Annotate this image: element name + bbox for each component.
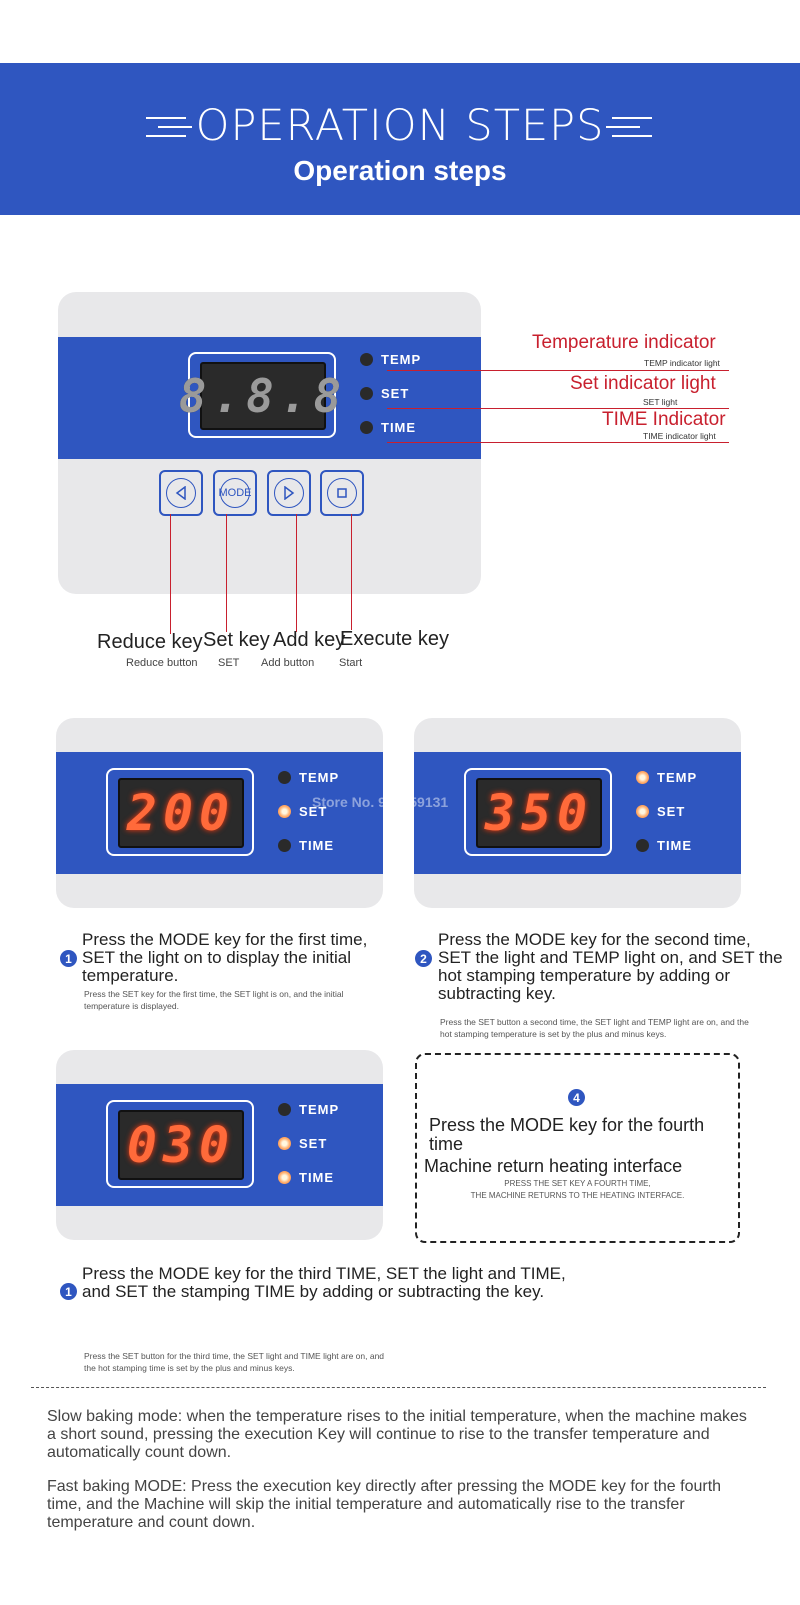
step2-set-indicator: SET: [636, 804, 685, 819]
set-led-icon: [360, 387, 373, 400]
step2-number-badge: 2: [415, 950, 432, 967]
store-watermark: Store No. 910459131: [312, 794, 449, 810]
callout-temp-title: Temperature indicator: [532, 332, 716, 353]
page-subtitle: Operation steps: [293, 155, 507, 186]
callout-time-line: [387, 442, 729, 443]
right-triangle-icon: [282, 486, 296, 500]
set-led-icon: [278, 805, 291, 818]
step3-temp-indicator: TEMP: [278, 1102, 339, 1117]
mode-key-button[interactable]: [213, 470, 257, 516]
execute-key-line: [351, 514, 352, 630]
add-key-label: Add key: [273, 629, 346, 651]
main-display: 8.8.8: [200, 362, 326, 430]
step4-line1: Press the MODE key for the fourth time: [429, 1115, 705, 1154]
callout-time-title: TIME Indicator: [602, 409, 726, 430]
callout-temp-sub: TEMP indicator light: [644, 358, 720, 368]
step2-temp-indicator: TEMP: [636, 770, 697, 785]
add-key-line: [296, 514, 297, 632]
set-led-icon: [278, 1137, 291, 1150]
set-led-icon: [636, 805, 649, 818]
reduce-key-button[interactable]: [159, 470, 203, 516]
step3-note: Press the SET button for the third time, the SET light and TIME light are on, and the hot stamping time is set by the plus and minus keys.: [84, 1351, 385, 1373]
step4-note2: THE MACHINE RETURNS TO THE HEATING INTERFACE.: [470, 1191, 685, 1200]
time-led-icon: [278, 1171, 291, 1184]
set-key-sub: SET: [218, 657, 240, 669]
callout-set-title: Set indicator light: [570, 373, 716, 394]
step4-box: [415, 1053, 740, 1243]
step3-time-indicator: TIME: [278, 1170, 334, 1185]
set-key-line: [226, 514, 227, 632]
callout-temp-line: [387, 370, 729, 371]
temp-led-icon: [636, 771, 649, 784]
temp-led-icon: [278, 771, 291, 784]
step1-temp-indicator: TEMP: [278, 770, 339, 785]
step4-number-badge: 4: [568, 1089, 585, 1106]
step1-description: Press the MODE key for the first time, SET the light on to display the initial temperature.: [82, 930, 368, 985]
section-divider: [31, 1387, 766, 1388]
execute-key-label: Execute key: [340, 628, 449, 650]
step1-time-indicator: TIME: [278, 838, 334, 853]
step3-number-badge: 1: [60, 1283, 77, 1300]
step2-panel: [414, 718, 741, 908]
execute-key-button[interactable]: [320, 470, 364, 516]
temp-led-icon: [278, 1103, 291, 1116]
step2-description: Press the MODE key for the second time, SET the light and TEMP light on, and SET the hot stamping temperature by adding or subtracting key.: [438, 930, 783, 1003]
step2-time-indicator: TIME: [636, 838, 692, 853]
execute-key-sub: Start: [339, 657, 363, 669]
reduce-key-sub: Reduce button: [126, 657, 198, 669]
slow-baking-note: Slow baking mode: when the temperature rises to the initial temperature, when the machine makes a short sound, pressing the execution Key will continue to rise to the transfer temperature and automatically count down.: [47, 1408, 747, 1461]
step3-description: Press the MODE key for the third TIME, SET the light and TIME, and SET the stamping TIME by adding or subtracting the key.: [82, 1264, 566, 1301]
add-key-button[interactable]: [267, 470, 311, 516]
step1-note: Press the SET key for the first time, the SET light is on, and the initial temperature is displayed.: [84, 989, 344, 1011]
step1-number-badge: 1: [60, 950, 77, 967]
time-led-icon: [278, 839, 291, 852]
page-title: OPERATION STEPS: [195, 101, 605, 151]
fast-baking-note: Fast baking MODE: Press the execution key directly after pressing the MODE key for the fourth time, and the Machine will skip the initial temperature and automatically rise to the transfer temperature and count down.: [47, 1478, 722, 1531]
set-key-label: Set key: [203, 629, 270, 651]
step4-note1: PRESS THE SET KEY A FOURTH TIME,: [504, 1179, 651, 1188]
time-led-icon: [360, 421, 373, 434]
step3-display: 030: [118, 1110, 244, 1180]
step1-set-indicator: SET: [278, 804, 327, 819]
reduce-key-label: Reduce key: [97, 631, 203, 653]
step4-line2: Machine return heating interface: [424, 1156, 683, 1176]
left-triangle-icon: [174, 486, 188, 500]
time-led-icon: [636, 839, 649, 852]
reduce-key-line: [170, 514, 171, 634]
time-indicator: TIME: [360, 420, 416, 435]
callout-time-sub: TIME indicator light: [643, 431, 716, 441]
mode-icon: MODE: [220, 478, 250, 508]
header-banner: [0, 63, 800, 215]
add-key-sub: Add button: [261, 657, 315, 669]
temp-indicator: TEMP: [360, 352, 421, 367]
step2-display: 350: [476, 778, 602, 848]
controller-panel: [58, 292, 481, 594]
step1-panel: [56, 718, 383, 908]
set-indicator: SET: [360, 386, 409, 401]
temp-led-icon: [360, 353, 373, 366]
callout-set-sub: SET light: [643, 397, 678, 407]
step3-panel: [56, 1050, 383, 1240]
step1-display: 200: [118, 778, 244, 848]
square-icon: [336, 487, 348, 499]
step2-note: Press the SET button a second time, the SET light and TEMP light are on, and the hot stamping temperature is set by the plus and minus keys.: [440, 1017, 749, 1039]
step3-set-indicator: SET: [278, 1136, 327, 1151]
